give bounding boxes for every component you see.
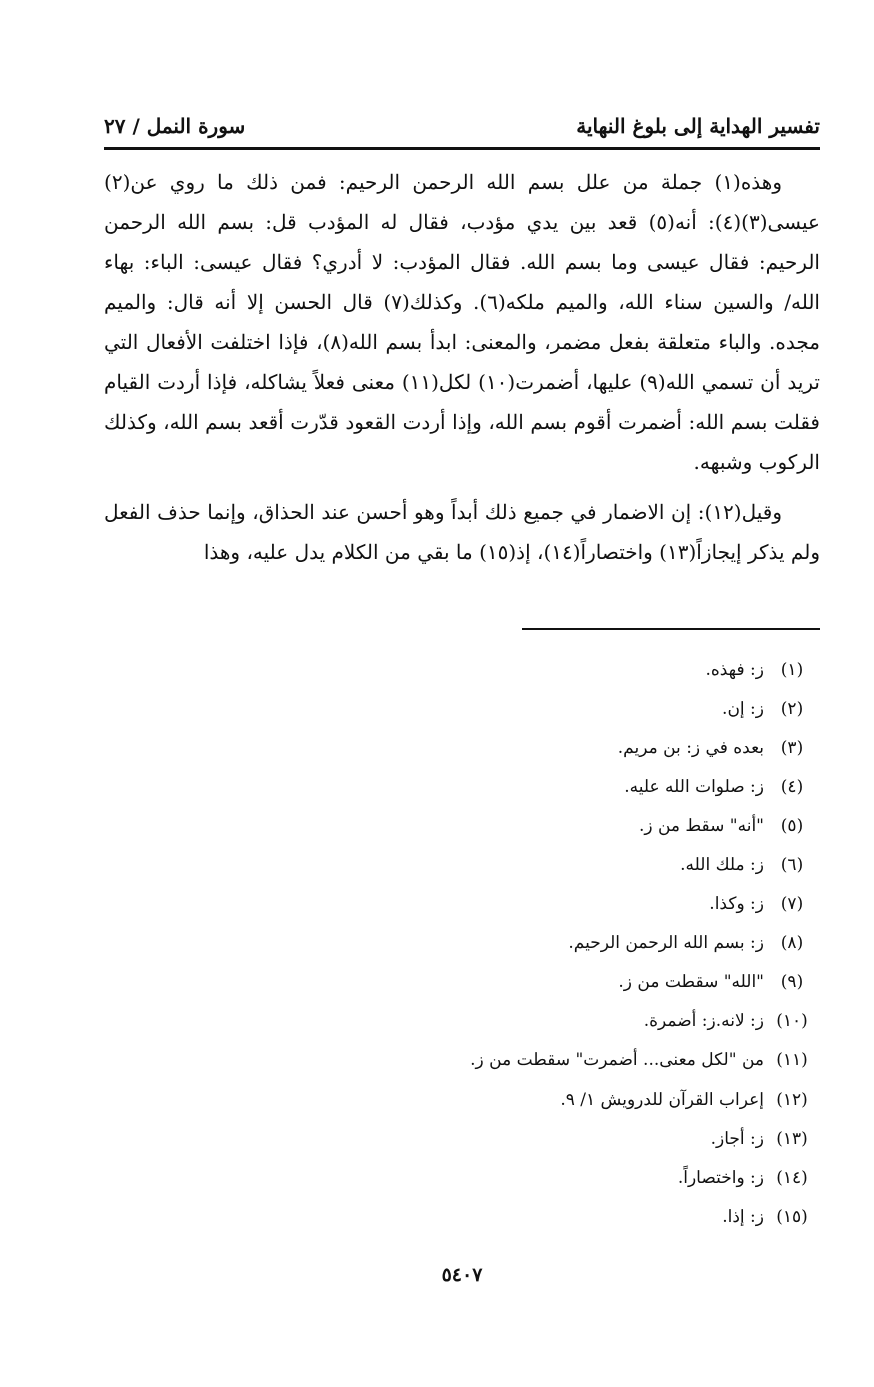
footnote-text: ز: إذا.: [722, 1206, 764, 1227]
footnote: [104, 650, 820, 689]
footnote: [104, 885, 820, 924]
footnote-text: ز: واختصاراً.: [677, 1167, 764, 1188]
footnote-text: ز: بسم الله الرحمن الرحيم.: [568, 933, 764, 954]
footnote: [104, 767, 820, 806]
footnote-number: (١): [780, 659, 804, 680]
paragraph: وهذه(١) جملة من علل بسم الله الرحمن الرحيم: فمن ذلك ما روي عن(٢) عيسى(٣)(٤): أنه(٥) قعد بين يدي مؤدب، فقال له المؤدب قل: بسم الله الرحمن الرحيم: فقال عيسى وما بسم الله. فقال المؤدب: لا أدري؟ فقال عيسى: الباء: بهاء الله/ والسين سناء الله، والميم ملكه(٦). وكذلك(٧) قال الحسن إلا أنه قال: والميم مجده. والباء متعلقة بفعل مضمر، والمعنى: ابدأ بسم الله(٨)، فإذا اختلفت الأفعال التي تريد أن تسمي الله(٩) عليها، أضمرت(١٠) لكل(١١) معنى فعلاً يشاكله، فإذا أردت القيام فقلت بسم الله: أضمرت أقوم بسم الله، وإذا أردت القعود قدّرت أقعد بسم الله، وكذلك الركوب وشبهه.: [104, 170, 820, 474]
header-rule: [104, 147, 820, 150]
footnote-number: (١٣): [776, 1128, 808, 1149]
footnote-number: (٣): [780, 737, 804, 758]
footnote-number: (١١): [776, 1050, 808, 1071]
footnote-text: ز: ملك الله.: [680, 855, 764, 876]
footnote: [104, 728, 820, 767]
running-header: [104, 98, 820, 138]
footnote-number: (٩): [780, 972, 804, 993]
footnote-text: "الله" سقطت من ز.: [618, 972, 764, 993]
footnote-number: (٤): [780, 776, 804, 797]
main-text: [104, 162, 820, 580]
footnote-number: (٧): [780, 894, 804, 915]
footnote-text: إعراب القرآن للدرويش ١/ ٩.: [560, 1089, 764, 1110]
footnotes-list: [104, 650, 820, 1236]
footnote-number: (١٠): [776, 1011, 808, 1032]
book-page: [104, 92, 820, 1302]
footnote-text: ز: أجاز.: [710, 1128, 764, 1149]
footnote-number: (٨): [780, 933, 804, 954]
footnote: [104, 1002, 820, 1041]
footnote: [104, 806, 820, 845]
footnote-text: ز: لانه.ز: أضمرة.: [643, 1011, 764, 1032]
footnote-number: (٢): [780, 698, 804, 719]
footnote-number: (٥): [780, 815, 804, 836]
footnote-text: ز: صلوات الله عليه.: [624, 776, 764, 797]
page-number: ٥٤٠٧: [441, 1264, 483, 1286]
footnote-number: (١٢): [776, 1089, 808, 1110]
footnote-number: (١٥): [776, 1206, 808, 1227]
footnote: [104, 1119, 820, 1158]
footnote-text: "أنه" سقط من ز.: [638, 815, 764, 836]
footnote: [104, 845, 820, 884]
footnote-separator: [522, 628, 820, 630]
footnote: [104, 1158, 820, 1197]
footnote: [104, 1041, 820, 1080]
footnote: [104, 1080, 820, 1119]
footnote-text: بعده في ز: بن مريم.: [617, 737, 764, 758]
paragraph: وقيل(١٢): إن الاضمار في جميع ذلك أبداً وهو أحسن عند الحذاق، وإنما حذف الفعل ولم يذكر إيجازاً(١٣) واختصاراً(١٤)، إذ(١٥) ما بقي من الكلام يدل عليه، وهذا: [104, 500, 820, 564]
footnote-text: ز: فهذه.: [705, 659, 764, 680]
footnote: [104, 689, 820, 728]
footnote-number: (٦): [780, 855, 804, 876]
footnote-text: من "لكل معنى... أضمرت" سقطت من ز.: [470, 1050, 764, 1071]
book-title: تفسير الهداية إلى بلوغ النهاية: [576, 114, 820, 138]
footnote: [104, 924, 820, 963]
footnote: [104, 1197, 820, 1236]
footnote-text: ز: وكذا.: [709, 894, 764, 915]
footnote-number: (١٤): [776, 1167, 808, 1188]
surah-label: سورة النمل / ٢٧: [104, 114, 246, 138]
footnote-text: ز: إن.: [722, 698, 764, 719]
footnote: [104, 963, 820, 1002]
